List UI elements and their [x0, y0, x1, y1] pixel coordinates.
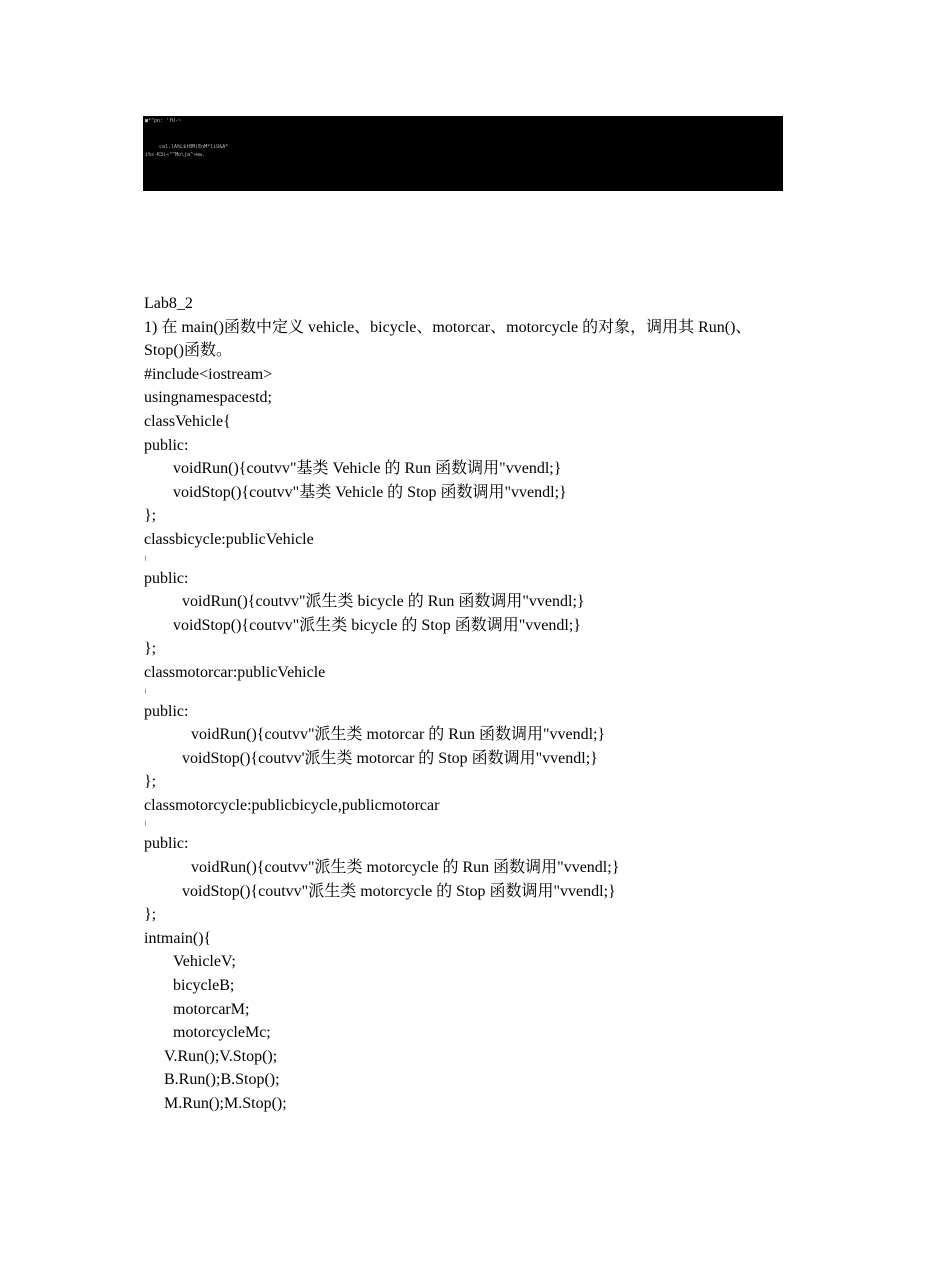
- code-line: intmain(){: [144, 929, 212, 947]
- code-line: voidStop(){coutvv'派生类 motorcar 的 Stop 函数调用"vvendl;}: [182, 749, 598, 767]
- code-line: public:: [144, 835, 189, 853]
- code-line: #include<iostream>: [144, 365, 273, 383]
- console-line: cal.lA%L$tBM(EnM*liU&A*: [159, 144, 229, 150]
- task-description: 1) 在 main()函数中定义 vehicle、bicycle、motorcar、motorcycle 的对象，调用其 Run()、Stop()函数。: [144, 318, 752, 360]
- code-line: classmotorcycle:publicbicycle,publicmotorcar: [144, 796, 440, 814]
- code-line: {: [144, 821, 147, 828]
- console-line: i%s-K3i«"^Mo\ja^»ww.: [145, 152, 206, 158]
- code-line: classmotorcar:publicVehicle: [144, 663, 326, 681]
- code-line: };: [144, 640, 157, 658]
- code-line: bicycleB;: [173, 977, 235, 995]
- code-line: };: [144, 773, 157, 791]
- console-output-screenshot: [143, 116, 783, 191]
- code-line: public:: [144, 569, 189, 587]
- code-line: voidRun(){coutvv"基类 Vehicle 的 Run 函数调用"vvendl;}: [173, 460, 562, 478]
- code-line: voidStop(){coutvv"派生类 motorcycle 的 Stop 函数调用"vvendl;}: [182, 882, 616, 900]
- code-line: voidStop(){coutvv"派生类 bicycle 的 Stop 函数调用"vvendl;}: [173, 616, 581, 634]
- code-line: {: [144, 688, 147, 695]
- code-line: voidRun(){coutvv"派生类 motorcar 的 Run 函数调用"vvendl;}: [191, 726, 606, 744]
- code-line: voidRun(){coutvv"派生类 bicycle 的 Run 函数调用"vvendl;}: [182, 593, 585, 611]
- code-line: usingnamespacestd;: [144, 389, 272, 407]
- code-line: M.Run();M.Stop();: [164, 1095, 287, 1112]
- lab-title: Lab8_2: [144, 295, 193, 312]
- code-line: B.Run();B.Stop();: [164, 1071, 280, 1089]
- code-line: V.Run();V.Stop();: [164, 1047, 278, 1065]
- code-line: classbicycle:publicVehicle: [144, 530, 314, 548]
- console-line: ■*"pn: 'fU-~: [145, 118, 182, 124]
- code-line: voidRun(){coutvv"派生类 motorcycle 的 Run 函数调用"vvendl;}: [191, 859, 620, 877]
- code-line: public:: [144, 436, 189, 454]
- code-line: VehicleV;: [173, 953, 236, 971]
- code-line: {: [144, 555, 147, 562]
- code-line: voidStop(){coutvv"基类 Vehicle 的 Stop 函数调用"vvendl;}: [173, 483, 567, 501]
- code-line: classVehicle{: [144, 412, 231, 430]
- code-line: public:: [144, 702, 189, 720]
- code-line: motorcycleMc;: [173, 1024, 271, 1042]
- document-body: [144, 292, 784, 1116]
- code-line: };: [144, 906, 157, 924]
- code-line: };: [144, 507, 157, 525]
- code-line: motorcarM;: [173, 1000, 250, 1018]
